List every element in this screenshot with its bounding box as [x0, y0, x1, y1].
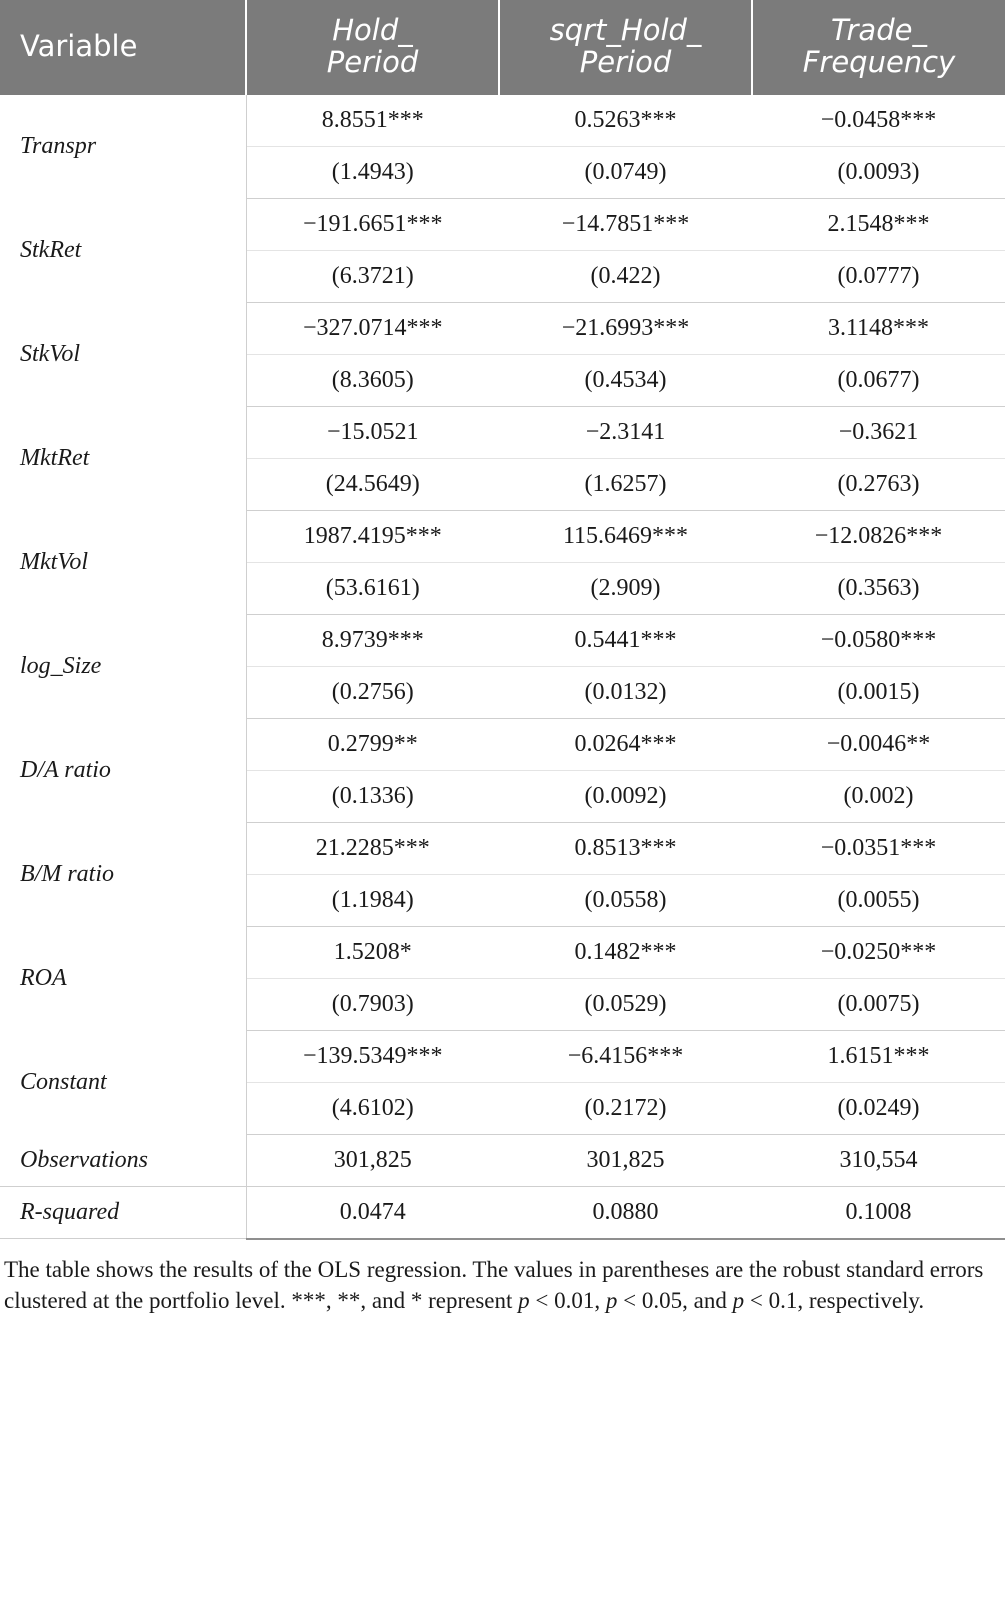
table-row — [0, 1134, 1005, 1186]
standard-error-cell: (0.0677) — [752, 354, 1005, 406]
standard-error-cell: (6.3721) — [246, 250, 499, 302]
row-label: MktRet — [0, 406, 246, 510]
coefficient-cell: 0.2799** — [246, 718, 499, 770]
coefficient-cell: −2.3141 — [499, 406, 752, 458]
standard-error-cell: (0.3563) — [752, 562, 1005, 614]
standard-error-cell: (0.2756) — [246, 666, 499, 718]
table-note-p-italic: p — [605, 1287, 618, 1313]
standard-error-cell: (53.6161) — [246, 562, 499, 614]
coefficient-cell: 0.5441*** — [499, 614, 752, 666]
column-header-variable: Variable — [0, 0, 246, 95]
table-row — [0, 718, 1005, 770]
table-row — [0, 198, 1005, 250]
standard-error-cell: (0.0558) — [499, 874, 752, 926]
table-row — [0, 926, 1005, 978]
coefficient-cell: 1987.4195*** — [246, 510, 499, 562]
statistic-cell: 301,825 — [499, 1134, 752, 1186]
table-body — [0, 95, 1005, 1239]
table-note-p-italic: p — [732, 1287, 745, 1313]
coefficient-cell: −12.0826*** — [752, 510, 1005, 562]
coefficient-cell: 115.6469*** — [499, 510, 752, 562]
coefficient-cell: −139.5349*** — [246, 1030, 499, 1082]
standard-error-cell: (0.422) — [499, 250, 752, 302]
table-header-row — [0, 0, 1005, 95]
standard-error-cell: (1.1984) — [246, 874, 499, 926]
table-row — [0, 406, 1005, 458]
standard-error-cell: (0.0132) — [499, 666, 752, 718]
coefficient-cell: −0.0458*** — [752, 95, 1005, 147]
coefficient-cell: −0.0250*** — [752, 926, 1005, 978]
coefficient-cell: −0.0351*** — [752, 822, 1005, 874]
standard-error-cell: (0.0055) — [752, 874, 1005, 926]
row-label: D/A ratio — [0, 718, 246, 822]
coefficient-cell: 0.5263*** — [499, 95, 752, 147]
standard-error-cell: (0.2763) — [752, 458, 1005, 510]
standard-error-cell: (8.3605) — [246, 354, 499, 406]
table-row — [0, 1030, 1005, 1082]
table-note-line3-a: and — [693, 1287, 733, 1313]
table-note-line1: The table shows the results of the OLS regression. The values in parentheses are the robust — [4, 1256, 841, 1282]
statistic-cell: 0.1008 — [752, 1186, 1005, 1239]
coefficient-cell: 3.1148*** — [752, 302, 1005, 354]
row-label: ROA — [0, 926, 246, 1030]
table-note-line2-c: < 0.05, — [617, 1287, 688, 1313]
standard-error-cell: (4.6102) — [246, 1082, 499, 1134]
table-note — [0, 1240, 1005, 1326]
standard-error-cell: (1.6257) — [499, 458, 752, 510]
column-header-trade-frequency — [752, 0, 1005, 95]
coefficient-cell: −15.0521 — [246, 406, 499, 458]
coefficient-cell: −6.4156*** — [499, 1030, 752, 1082]
column-header-sqrt-hold-period-line1: sqrt_Hold_ — [549, 13, 702, 47]
row-label: B/M ratio — [0, 822, 246, 926]
row-label: StkVol — [0, 302, 246, 406]
column-header-sqrt-hold-period — [499, 0, 752, 95]
row-label: Observations — [0, 1134, 246, 1186]
coefficient-cell: 1.6151*** — [752, 1030, 1005, 1082]
coefficient-cell: −21.6993*** — [499, 302, 752, 354]
standard-error-cell: (0.0092) — [499, 770, 752, 822]
table-row — [0, 1186, 1005, 1239]
standard-error-cell: (24.5649) — [246, 458, 499, 510]
table-header — [0, 0, 1005, 95]
table-note-line2-b: < 0.01, — [529, 1287, 606, 1313]
coefficient-cell: 0.1482*** — [499, 926, 752, 978]
row-label: MktVol — [0, 510, 246, 614]
row-label: R-squared — [0, 1186, 246, 1239]
coefficient-cell: −14.7851*** — [499, 198, 752, 250]
table-row — [0, 302, 1005, 354]
standard-error-cell: (0.002) — [752, 770, 1005, 822]
column-header-trade-frequency-line1: Trade_ — [831, 13, 927, 47]
coefficient-cell: −191.6651*** — [246, 198, 499, 250]
column-header-hold-period-line1: Hold_ — [332, 13, 413, 47]
column-header-hold-period-line2: Period — [326, 45, 419, 80]
standard-error-cell: (1.4943) — [246, 146, 499, 198]
standard-error-cell: (0.0777) — [752, 250, 1005, 302]
table-note-line2-a: standard errors clustered at the portfolio level. ***, **, and * represent — [4, 1256, 984, 1313]
table-row — [0, 95, 1005, 147]
statistic-cell: 0.0880 — [499, 1186, 752, 1239]
standard-error-cell: (0.7903) — [246, 978, 499, 1030]
coefficient-cell: 1.5208* — [246, 926, 499, 978]
coefficient-cell: 0.8513*** — [499, 822, 752, 874]
statistic-cell: 301,825 — [246, 1134, 499, 1186]
table-note-p-italic: p — [518, 1287, 530, 1313]
table-row — [0, 614, 1005, 666]
standard-error-cell: (0.0015) — [752, 666, 1005, 718]
row-label: Constant — [0, 1030, 246, 1134]
coefficient-cell: −327.0714*** — [246, 302, 499, 354]
coefficient-cell: −0.0046** — [752, 718, 1005, 770]
row-label: log_Size — [0, 614, 246, 718]
standard-error-cell: (0.0093) — [752, 146, 1005, 198]
coefficient-cell: 21.2285*** — [246, 822, 499, 874]
coefficient-cell: 8.9739*** — [246, 614, 499, 666]
coefficient-cell: 2.1548*** — [752, 198, 1005, 250]
coefficient-cell: 8.8551*** — [246, 95, 499, 147]
standard-error-cell: (0.1336) — [246, 770, 499, 822]
statistic-cell: 310,554 — [752, 1134, 1005, 1186]
coefficient-cell: −0.0580*** — [752, 614, 1005, 666]
column-header-hold-period — [246, 0, 499, 95]
table-row — [0, 822, 1005, 874]
column-header-trade-frequency-line2: Frequency — [802, 45, 956, 80]
standard-error-cell: (0.0249) — [752, 1082, 1005, 1134]
standard-error-cell: (2.909) — [499, 562, 752, 614]
statistic-cell: 0.0474 — [246, 1186, 499, 1239]
coefficient-cell: −0.3621 — [752, 406, 1005, 458]
coefficient-cell: 0.0264*** — [499, 718, 752, 770]
standard-error-cell: (0.0749) — [499, 146, 752, 198]
row-label: Transpr — [0, 95, 246, 199]
table-note-line3-b: < 0.1, respectively. — [744, 1287, 925, 1313]
row-label: StkRet — [0, 198, 246, 302]
standard-error-cell: (0.4534) — [499, 354, 752, 406]
column-header-sqrt-hold-period-line2: Period — [579, 45, 672, 80]
table-row — [0, 510, 1005, 562]
standard-error-cell: (0.0075) — [752, 978, 1005, 1030]
standard-error-cell: (0.0529) — [499, 978, 752, 1030]
standard-error-cell: (0.2172) — [499, 1082, 752, 1134]
